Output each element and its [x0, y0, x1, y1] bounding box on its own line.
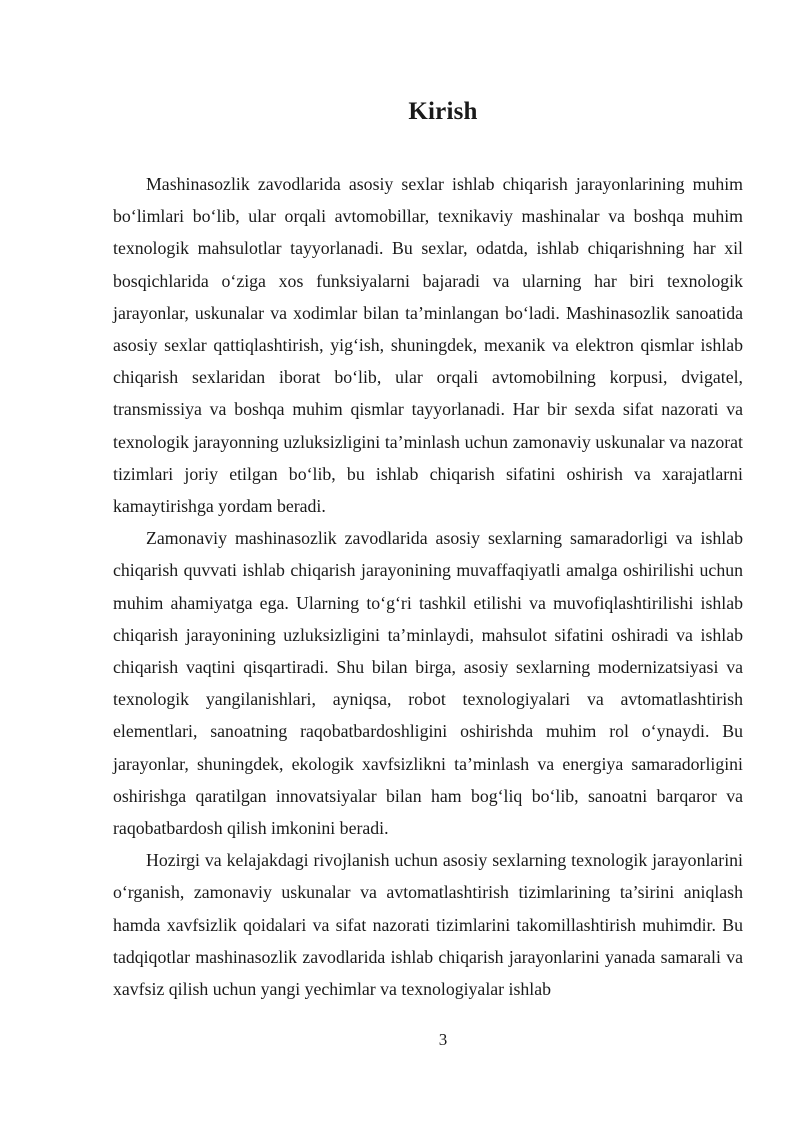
- body-text: [113, 168, 743, 1005]
- paragraph-3: Hozirgi va kelajakdagi rivojlanish uchun asosiy sexlarning texnologik jarayonlarini o‘rganish, zamonaviy uskunalar va avtomatlashtirish tizimlarining ta’sirini aniqlash hamda xavfsizlik qoidalari va sifat nazorati tizimlarini takomillashtirish muhimdir. Bu tadqiqotlar mashinasozlik zavodlarida ishlab chiqarish jarayonlarini yanada samarali va xavfsiz qilish uchun yangi yechimlar va texnologiyalar ishlab: [113, 850, 743, 1000]
- paragraph-2: Zamonaviy mashinasozlik zavodlarida asosiy sexlarning samaradorligi va ishlab chiqarish quvvati ishlab chiqarish jarayonining muvaffaqiyatli amalga oshirilishi uchun muhim ahamiyatga ega. Ularning to‘g‘ri tashkil etilishi va muvofiqlashtirilishi ishlab chiqarish jarayonining uzluksizligini ta’minlaydi, mahsulot sifatini oshiradi va ishlab chiqarish vaqtini qisqartiradi. Shu bilan birga, asosiy sexlarning modernizatsiyasi va texnologik yangilanishlari, ayniqsa, robot texnologiyalari va avtomatlashtirish elementlari, sanoatning raqobatbardoshligini oshirishda muhim rol o‘ynaydi. Bu jarayonlar, shuningdek, ekologik xavfsizlikni ta’minlash va energiya samaradorligini oshirishga qaratilgan innovatsiyalar bilan ham bog‘liq bo‘lib, sanoatni barqaror va raqobatbardosh qilish imkonini beradi.: [113, 528, 743, 839]
- page-title: Kirish: [408, 98, 478, 125]
- page-number: 3: [438, 1030, 448, 1049]
- paragraph-1: Mashinasozlik zavodlarida asosiy sexlar ishlab chiqarish jarayonlarining muhim bo‘limlari bo‘lib, ular orqali avtomobillar, texnikaviy mashinalar va boshqa muhim texnologik mahsulotlar tayyorlanadi. Bu sexlar, odatda, ishlab chiqarishning har xil bosqichlarida o‘ziga xos funksiyalarni bajaradi va ularning har biri texnologik jarayonlar, uskunalar va xodimlar bilan ta’minlangan bo‘ladi. Mashinasozlik sanoatida asosiy sexlar qattiqlashtirish, yig‘ish, shuningdek, mexanik va elektron qismlar ishlab chiqarish sexlaridan iborat bo‘lib, ular orqali avtomobilning korpusi, dvigatel, transmissiya va boshqa muhim qismlar tayyorlanadi. Har bir sexda sifat nazorati va texnologik jarayonning uzluksizligini ta’minlash uchun zamonaviy uskunalar va nazorat tizimlari joriy etilgan bo‘lib, bu ishlab chiqarish sifatini oshirish va xarajatlarni kamaytirishga yordam beradi.: [113, 174, 743, 517]
